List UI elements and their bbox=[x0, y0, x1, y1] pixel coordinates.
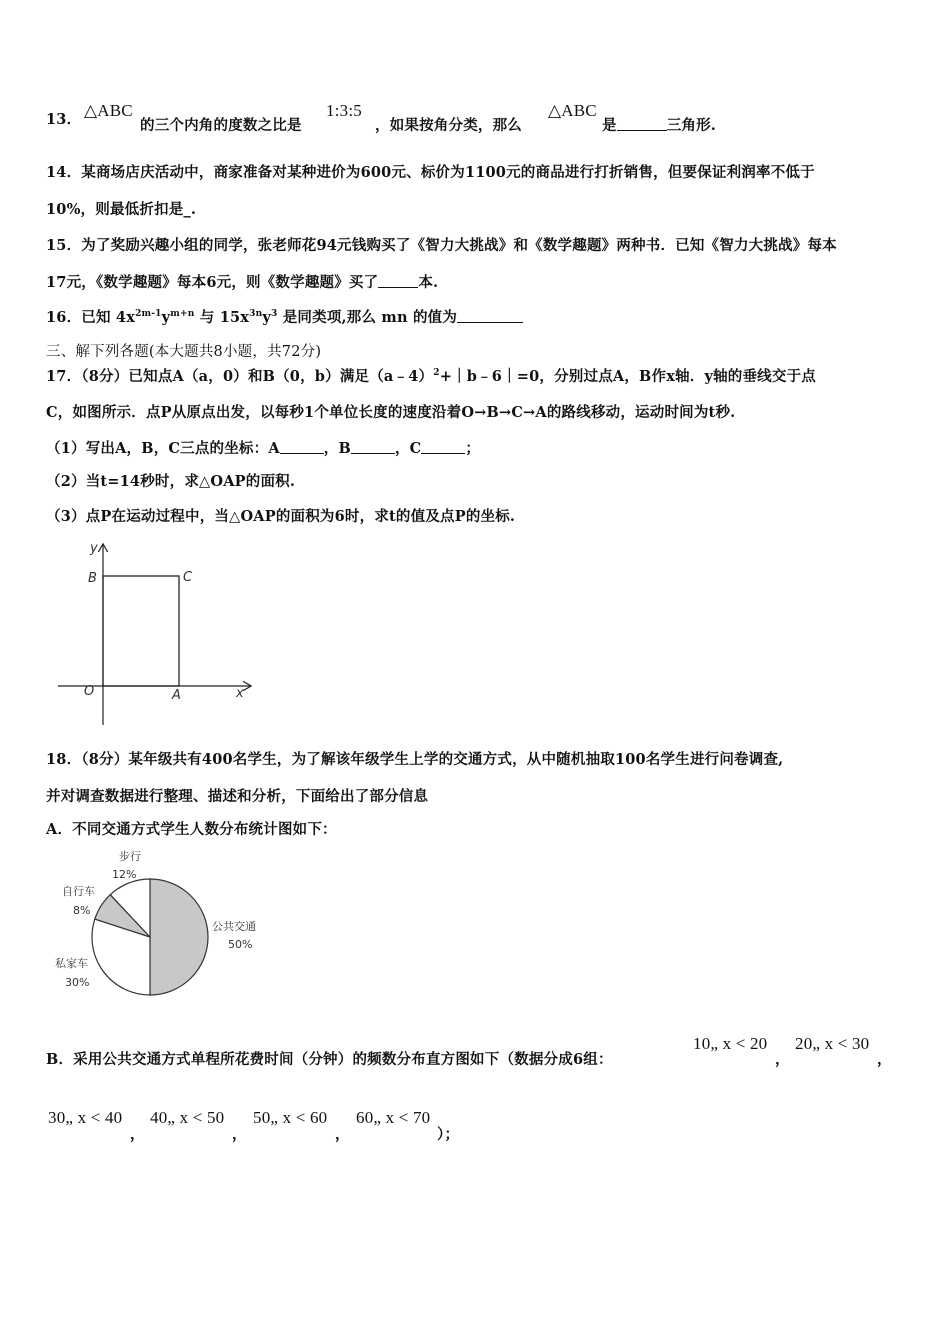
transport-pie-chart bbox=[45, 840, 285, 1005]
point-C-label: C bbox=[183, 570, 193, 585]
q13-text-1: 的三个内角的度数之比是 bbox=[140, 117, 302, 134]
q13-triangle-1: △ABC bbox=[84, 101, 133, 120]
sep-5: ， bbox=[335, 1126, 350, 1143]
q13-text-2: ，如果按角分类，那么 bbox=[375, 117, 522, 134]
group-5: 50„ x < 60 bbox=[253, 1108, 328, 1127]
slice-label-bike: 自行车 bbox=[62, 885, 95, 898]
answer-blank[interactable] bbox=[280, 441, 324, 454]
question-18-line-2: 并对调查数据进行整理、描述和分析，下面给出了部分信息 bbox=[46, 788, 429, 805]
question-17-part-1: （1）写出A，B，C三点的坐标：A ，B ，C ； bbox=[46, 440, 481, 457]
sep-4: ， bbox=[232, 1126, 247, 1143]
pie-slice-transit bbox=[150, 879, 208, 995]
x-axis-label: x bbox=[236, 686, 244, 701]
question-14-line-1: 14．某商场店庆活动中，商家准备对某种进价为600元、标价为1100元的商品进行打折销售，但要保证利润率不低于 bbox=[46, 164, 815, 181]
question-18-part-a: A．不同交通方式学生人数分布统计图如下： bbox=[46, 821, 337, 838]
slice-value-transit: 50% bbox=[228, 938, 253, 951]
point-A-label: A bbox=[172, 688, 181, 703]
question-15-line-2: 17元，《数学趣题》每本6元，则《数学趣题》买了 本. bbox=[46, 274, 439, 291]
slice-label-transit: 公共交通 bbox=[212, 920, 256, 933]
point-B-label: B bbox=[88, 571, 97, 586]
question-13: 13． bbox=[46, 111, 82, 128]
sep-1: ， bbox=[775, 1051, 790, 1068]
question-16: 16．已知 $4x^{2m-1}y^{m+n}$ 与 $15x^{3n}y^3$ 是同类项,那么 mn 的值为 bbox=[46, 306, 523, 327]
q13-ratio: 1:3:5 bbox=[326, 101, 362, 120]
answer-blank[interactable] bbox=[457, 310, 523, 323]
question-15-line-1: 15．为了奖励兴趣小组的同学，张老师花94元钱购买了《智力大挑战》和《数学趣题》两种书．已知《智力大挑战》每本 bbox=[46, 237, 837, 254]
slice-value-walk: 12% bbox=[112, 868, 137, 881]
q13-triangle-2: △ABC bbox=[548, 101, 597, 120]
group-6: 60„ x < 70 bbox=[356, 1108, 431, 1127]
question-17-part-2: （2）当t=14秒时，求△OAP的面积. bbox=[46, 473, 296, 490]
slice-label-walk: 步行 bbox=[119, 850, 141, 863]
q13-text-3: 是 三角形. bbox=[602, 117, 717, 134]
answer-blank[interactable] bbox=[351, 441, 395, 454]
group-1: 10„ x < 20 bbox=[693, 1034, 768, 1053]
question-17-line-1: 17．（8分）已知点A（a，0）和B（0，b）满足（a﹣4）$^2$+｜b﹣6｜=0，分别过点A，B作x轴．y轴的垂线交于点 bbox=[46, 368, 816, 385]
question-18-part-b: B．采用公共交通方式单程所花费时间（分钟）的频数分布直方图如下（数据分成6组： bbox=[46, 1051, 613, 1068]
group-list-end: ）； bbox=[437, 1126, 460, 1143]
sep-2: ， bbox=[877, 1051, 892, 1068]
rectangle-OBCA bbox=[103, 576, 179, 686]
y-axis-label: y bbox=[90, 541, 98, 556]
section-heading: 三、解下列各题(本大题共8小题，共72分) bbox=[46, 344, 322, 360]
group-4: 40„ x < 50 bbox=[150, 1108, 225, 1127]
answer-blank[interactable] bbox=[617, 118, 667, 131]
question-14-line-2: 10%，则最低折扣是_. bbox=[46, 201, 197, 218]
slice-label-car: 私家车 bbox=[55, 957, 88, 970]
question-17-line-2: C，如图所示．点P从原点出发，以每秒1个单位长度的速度沿着O→B→C→A的路线移动，运动时间为t秒. bbox=[46, 404, 736, 421]
group-2: 20„ x < 30 bbox=[795, 1034, 870, 1053]
answer-blank[interactable] bbox=[421, 441, 465, 454]
answer-blank[interactable] bbox=[378, 275, 418, 288]
slice-value-bike: 8% bbox=[73, 904, 91, 917]
question-17-part-3: （3）点P在运动过程中，当△OAP的面积为6时，求t的值及点P的坐标. bbox=[46, 508, 516, 525]
question-18-line-1: 18．（8分）某年级共有400名学生，为了解该年级学生上学的交通方式，从中随机抽取100名学生进行问卷调查, bbox=[46, 751, 784, 768]
slice-value-car: 30% bbox=[65, 976, 90, 989]
origin-label: O bbox=[84, 684, 95, 699]
sep-3: ， bbox=[130, 1126, 145, 1143]
group-3: 30„ x < 40 bbox=[48, 1108, 123, 1127]
coordinate-figure bbox=[50, 535, 260, 735]
